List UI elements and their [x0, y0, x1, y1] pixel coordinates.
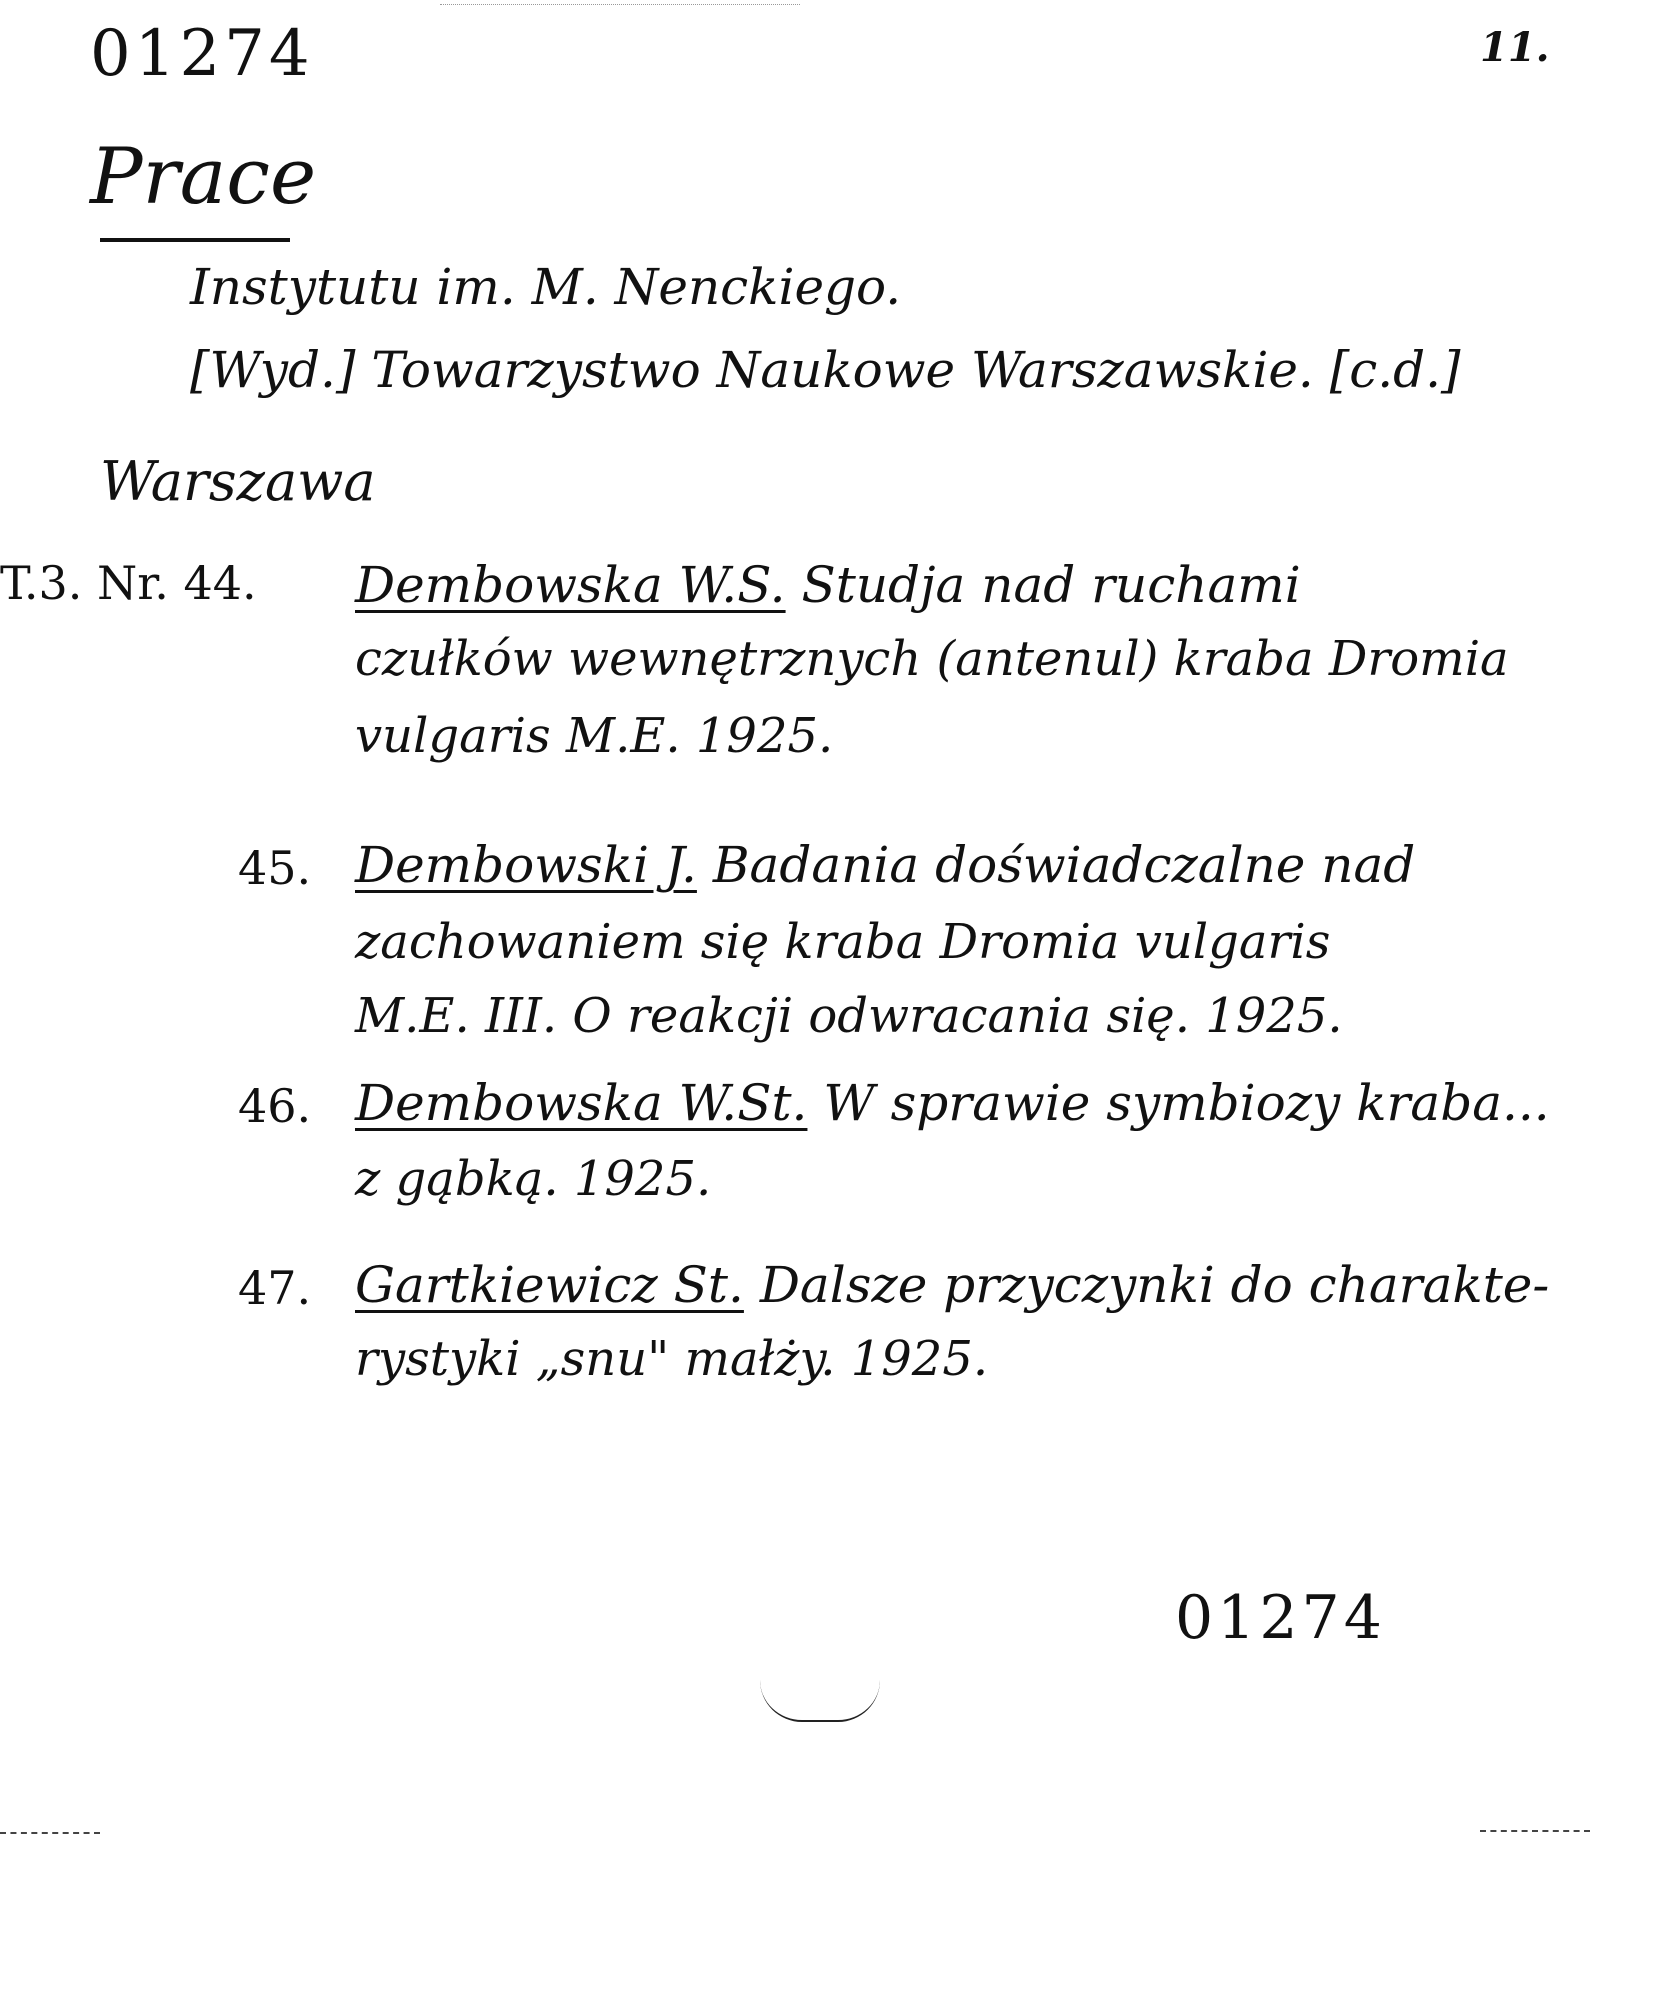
entry-45-line-3: M.E. III. O reakcji odwracania się. 1925.	[355, 988, 1343, 1044]
entry-47-author: Gartkiewicz St.	[355, 1256, 744, 1314]
ink-smudge	[760, 1680, 880, 1722]
entry-47-heading	[355, 1256, 1550, 1314]
entry-47-line-2: rystyki „snu" małży. 1925.	[355, 1331, 989, 1387]
entry-45-line-1: Badania doświadczalne nad	[712, 836, 1416, 894]
title-underline	[100, 238, 290, 242]
card-subtitle: Instytutu im. M. Nenckiego.	[190, 258, 902, 316]
card-place: Warszawa	[100, 450, 376, 513]
entry-45-line-2: zachowaniem się kraba Dromia vulgaris	[355, 914, 1331, 970]
volume-label: T.3. Nr. 44.	[0, 556, 257, 610]
scan-edge-dots	[440, 4, 800, 5]
entry-44-author: Dembowska W.S.	[355, 556, 786, 614]
entry-47-number: 47.	[238, 1261, 312, 1315]
sheet-number: 11.	[1480, 24, 1550, 71]
catalog-number-top: 01274	[90, 17, 314, 91]
entry-47-line-1: Dalsze przyczynki do charakte-	[759, 1256, 1550, 1314]
entry-45-number: 45.	[238, 841, 312, 895]
entry-46-line-2: z gąbką. 1925.	[355, 1151, 712, 1207]
entry-46-line-1: W sprawie symbiozy kraba...	[823, 1074, 1550, 1132]
entry-46-number: 46.	[238, 1079, 312, 1133]
edge-mark-right	[1480, 1830, 1590, 1832]
entry-44-line-3: vulgaris M.E. 1925.	[355, 708, 834, 764]
edge-mark-left	[0, 1832, 100, 1834]
card-publisher: [Wyd.] Towarzystwo Naukowe Warszawskie. [c.d.]	[190, 341, 1461, 399]
card-title: Prace	[90, 132, 317, 222]
entry-45-author: Dembowski J.	[355, 836, 697, 894]
entry-44-line-1: Studja nad ruchami	[801, 556, 1301, 614]
entry-45-heading	[355, 836, 1416, 894]
entry-46-author: Dembowska W.St.	[355, 1074, 808, 1132]
entry-44-heading	[355, 556, 1301, 614]
entry-44-line-2: czułków wewnętrznych (antenul) kraba Dromia	[355, 631, 1509, 687]
catalog-number-bottom: 01274	[1175, 1583, 1386, 1653]
entry-46-heading	[355, 1074, 1550, 1132]
